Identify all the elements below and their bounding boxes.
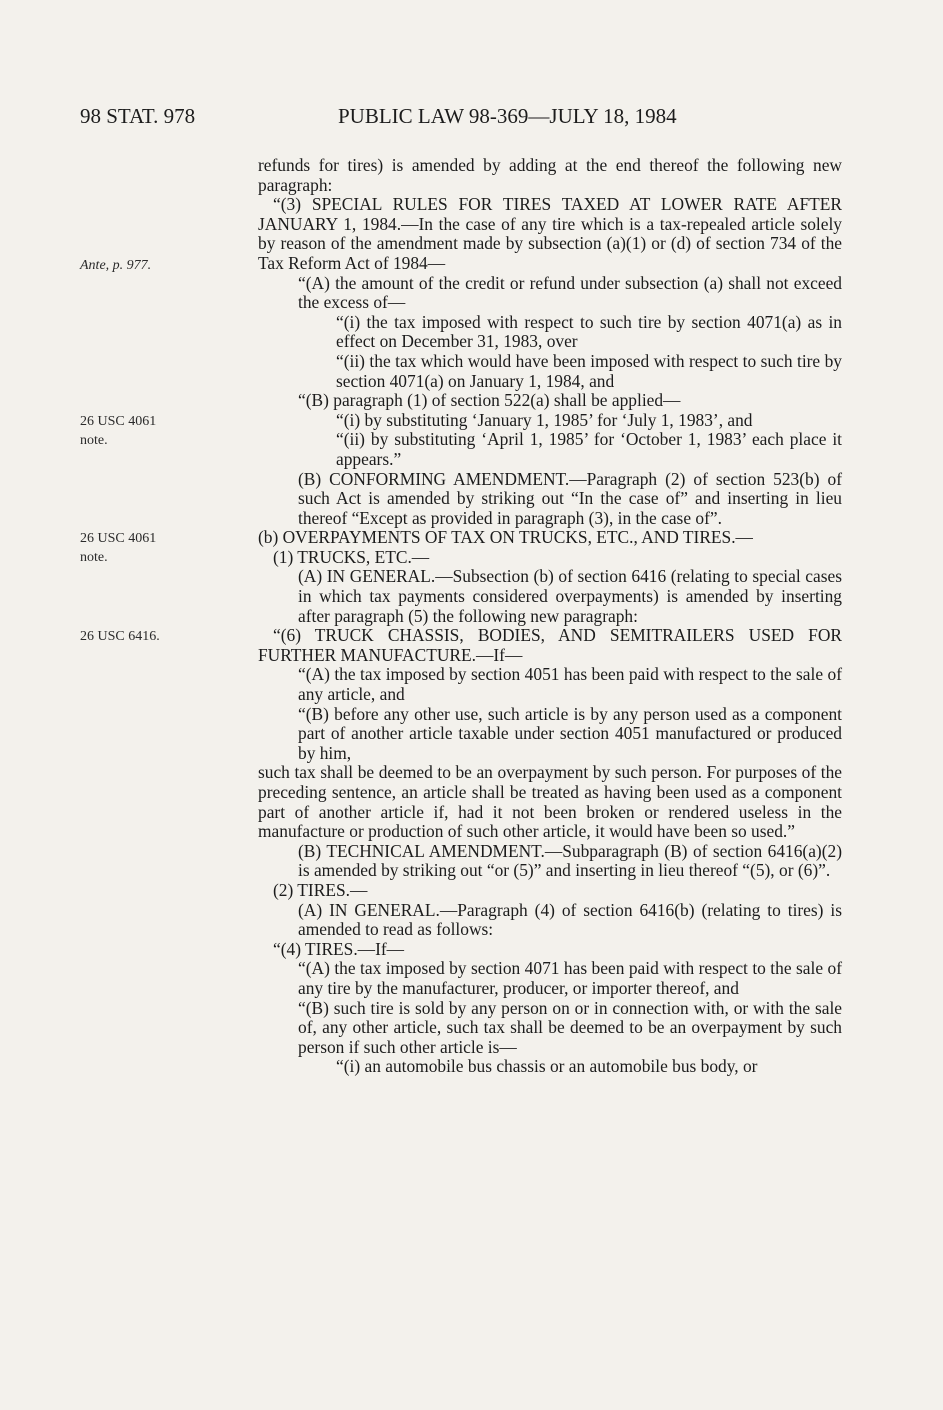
paragraph-4-tires: “(4) TIRES.—If— [273,938,405,959]
clause-ii-substituting-april: “(ii) by substituting ‘April 1, 1985’ for ‘October 1, 1983’ each place it appears.” [336,429,842,469]
margin-note-26usc4061-1: 26 USC 4061 note. [80,414,157,448]
page-header [80,104,840,132]
conforming-amendment: (B) CONFORMING AMENDMENT.—Paragraph (2) of section 523(b) of such Act is amended by striking out “In the case of” and inserting in lieu thereof “Except as provided in paragraph (3), in the case of”. [298,468,842,528]
paragraph-B-section-522: “(B) paragraph (1) of section 522(a) shall be applied— [298,390,681,411]
paragraph-B-sold-with-article: “(B) such tire is sold by any person on or in connection with, or with the sale of, any other article, such tax shall be deemed to be an overpayment by such person if such other article is— [298,997,842,1057]
paragraph-intro: refunds for tires) is amended by adding at the end thereof the following new paragraph: [258,155,842,195]
clause-i-tax-imposed: “(i) the tax imposed with respect to such tire by section 4071(a) as in effect on December 31, 1983, over [336,311,842,352]
paragraph-B-component-part: “(B) before any other use, such article is by any person used as a component part of another article taxable under section 4051 manufactured or produced by him, [298,703,842,763]
clause-i-automobile-bus: “(i) an automobile bus chassis or an automobile bus body, or [336,1056,758,1077]
statute-page-number: 98 STAT. 978 [80,104,196,128]
margin-note-26usc4061-2: 26 USC 4061 note. [80,531,157,565]
paragraph-A-tax-4051: “(A) the tax imposed by section 4051 has been paid with respect to the sale of any article, and [298,664,842,705]
tires-heading: (2) TIRES.— [273,879,368,900]
margin-note-26usc6416: 26 USC 6416. [80,629,160,644]
paragraph-A-tax-4071: “(A) the tax imposed by section 4071 has been paid with respect to the sale of any tire by the manufacturer, producer, or importer thereof, and [298,958,842,998]
clause-ii-tax-would-have: “(ii) the tax which would have been imposed with respect to such tire by section 4071(a) on January 1, 1984, and [336,350,842,391]
section-b-overpayments: (b) OVERPAYMENTS OF TAX ON TRUCKS, ETC., AND TIRES.— [258,527,753,548]
clause-i-substituting-january: “(i) by substituting ‘January 1, 1985’ for ‘July 1, 1983’, and [336,409,753,430]
paragraph-3-special-rules: “(3) SPECIAL RULES FOR TIRES TAXED AT LOWER RATE AFTER JANUARY 1, 1984.—In the case of any tire which is a tax-repealed article solely by reason of the amendment made by subsection (a)(1) or (d) of section 734 of the Tax Reform Act of 1984— [258,194,842,273]
in-general-paragraph-4: (A) IN GENERAL.—Paragraph (4) of section 6416(b) (relating to tires) is amended to read as follows: [298,899,842,940]
public-law-title: PUBLIC LAW 98-369—JULY 18, 1984 [338,104,677,128]
overpayment-sentence: such tax shall be deemed to be an overpayment by such person. For purposes of the preceding sentence, an article shall be treated as having been used as a component part of another article if, had it not been broken or rendered useless in the manufacture or production of such other article, it would have been so used.” [258,762,842,842]
paragraph-A-credit-amount: “(A) the amount of the credit or refund under subsection (a) shall not exceed the excess of— [298,272,842,313]
technical-amendment: (B) TECHNICAL AMENDMENT.—Subparagraph (B) of section 6416(a)(2) is amended by striking out “or (5)” and inserting in lieu thereof “(5), or (6)”. [298,840,842,881]
margin-note-ante: Ante, p. 977. [80,258,152,273]
in-general-section-6416: (A) IN GENERAL.—Subsection (b) of section 6416 (relating to special cases in which tax payments considered overpayments) is amended by inserting after paragraph (5) the following new paragraph: [298,566,842,626]
statute-body [258,156,842,1077]
paragraph-6-truck-chassis: “(6) TRUCK CHASSIS, BODIES, AND SEMITRAILERS USED FOR FURTHER MANUFACTURE.—If— [258,625,842,665]
trucks-heading: (1) TRUCKS, ETC.— [273,546,430,567]
